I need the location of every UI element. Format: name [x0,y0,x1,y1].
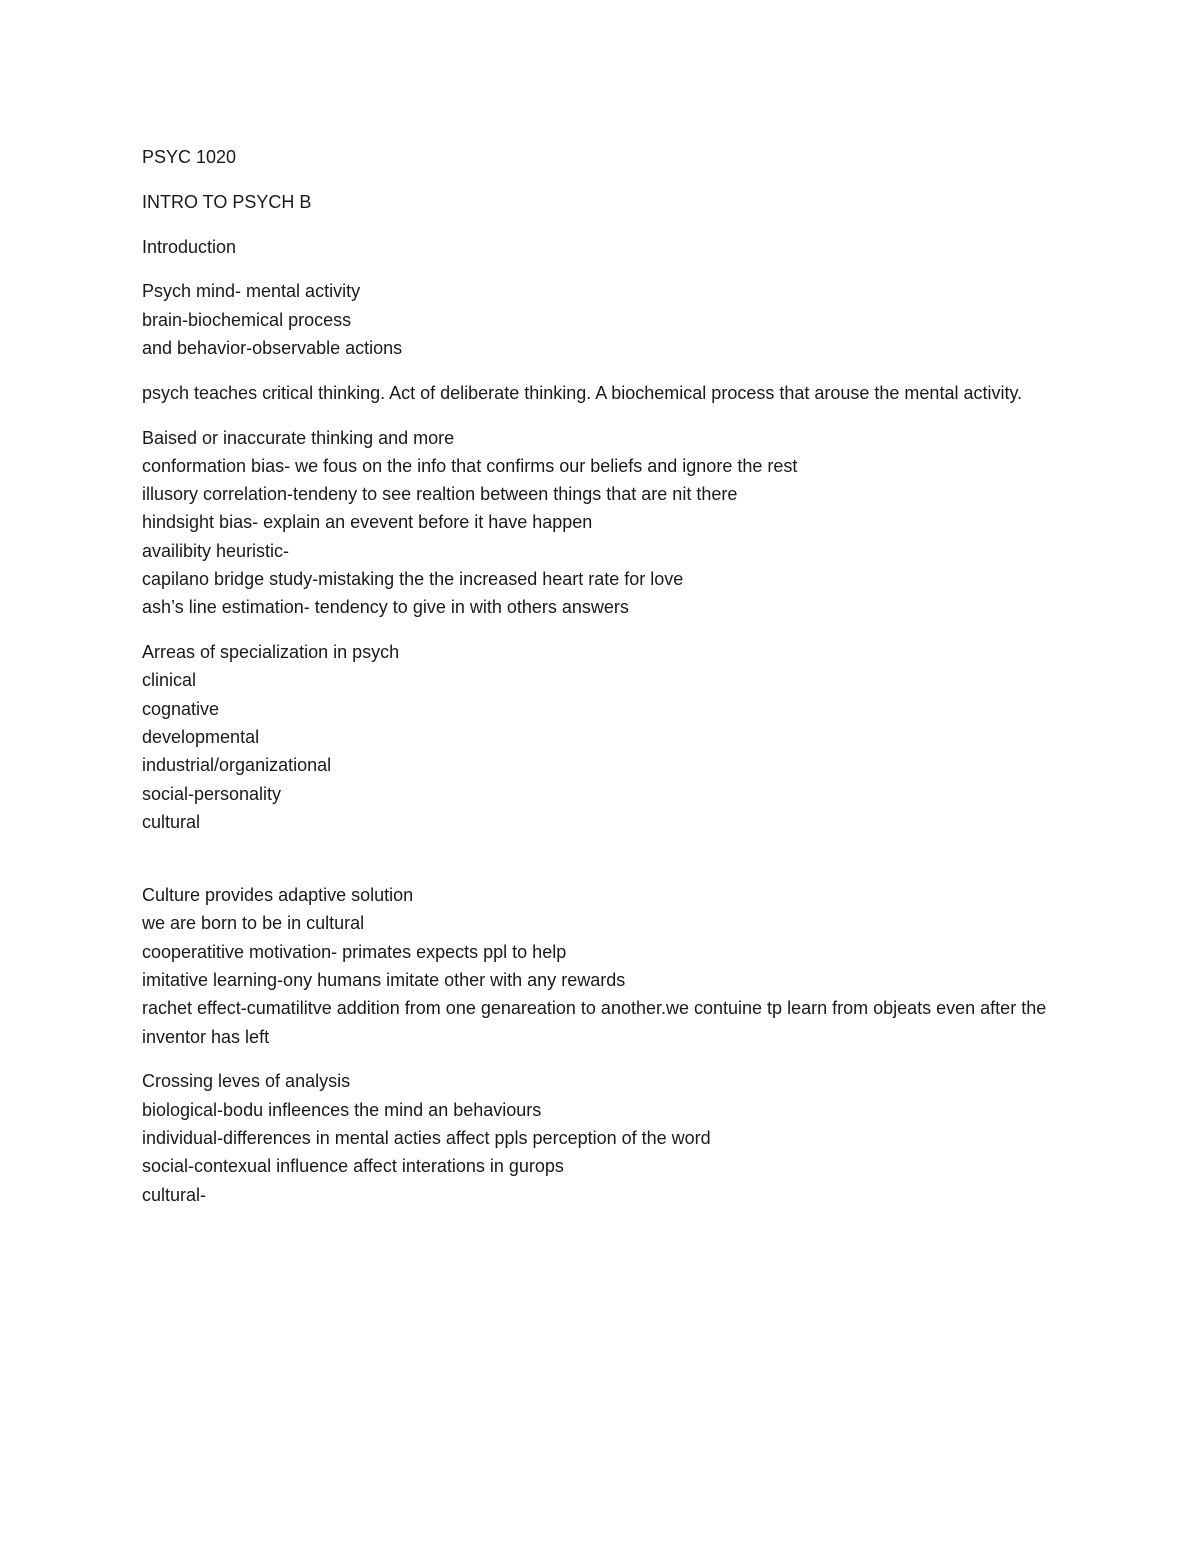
culture-line: rachet effect-cumatilitve addition from one genareation to another.we contuine tp learn from objeats even after the inventor has left [142,998,1047,1047]
specialization-line: cultural [142,811,201,832]
analysis-line: cultural- [142,1184,207,1205]
document-body [142,143,1062,1225]
analysis-line: individual-differences in mental acties affect ppls perception of the word [142,1127,711,1148]
specialization-line: industrial/organizational [142,755,332,776]
specialization-line: social-personality [142,783,282,804]
bias-line: illusory correlation-tendeny to see realtion between things that are nit there [142,484,738,505]
blank-line [142,853,1062,881]
culture-line: cooperatitive motivation- primates expects ppl to help [142,941,567,962]
culture-line: Culture provides adaptive solution [142,885,414,906]
bias-paragraph [142,424,1062,622]
critical-thinking-paragraph: psych teaches critical thinking. Act of deliberate thinking. A biochemical process that arouse the mental activity. [142,382,1023,403]
specialization-line: cognative [142,698,220,719]
course-title: INTRO TO PSYCH B [142,191,312,212]
specialization-paragraph [142,638,1062,836]
analysis-line: social-contexual influence affect interations in gurops [142,1156,564,1177]
bias-line: availibity heuristic- [142,540,290,561]
definition-paragraph [142,277,1062,362]
bias-line: capilano bridge study-mistaking the the increased heart rate for love [142,569,684,590]
analysis-line: Crossing leves of analysis [142,1071,351,1092]
bias-line: hindsight bias- explain an evevent before it have happen [142,512,593,533]
section-title: Introduction [142,236,237,257]
specialization-line: Arreas of specialization in psych [142,642,400,663]
definition-line: brain-biochemical process [142,309,352,330]
course-code: PSYC 1020 [142,147,237,167]
culture-line: we are born to be in cultural [142,913,365,934]
bias-line: conformation bias- we fous on the info that confirms our beliefs and ignore the rest [142,455,798,476]
definition-line: and behavior-observable actions [142,337,403,358]
definition-line: Psych mind- mental activity [142,281,361,302]
bias-line: ash’s line estimation- tendency to give in with others answers [142,597,629,618]
analysis-paragraph [142,1067,1062,1208]
bias-line: Baised or inaccurate thinking and more [142,427,455,448]
specialization-line: clinical [142,670,197,691]
specialization-line: developmental [142,727,260,748]
analysis-line: biological-bodu infleences the mind an behaviours [142,1099,542,1120]
culture-paragraph [142,881,1062,1051]
culture-line: imitative learning-ony humans imitate other with any rewards [142,969,626,990]
